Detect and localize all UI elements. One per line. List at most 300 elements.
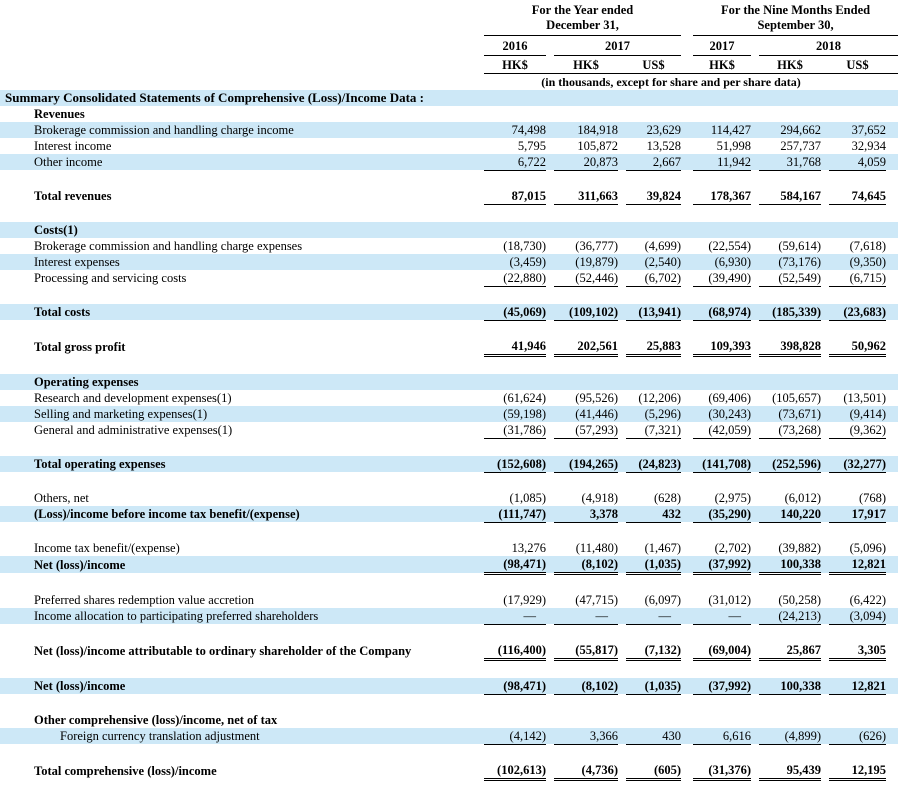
right-pad	[886, 390, 898, 406]
spacer-cell	[0, 170, 898, 188]
cell-value: 311,663	[554, 188, 618, 205]
cell-value	[829, 222, 886, 238]
row-label: Foreign currency translation adjustment	[60, 729, 260, 743]
cell-value: 50,962	[829, 338, 886, 356]
column-gap	[681, 154, 693, 171]
cell-value: (1,085)	[509, 490, 546, 505]
cell-value: (252,596)	[759, 456, 821, 473]
period-line: September 30,	[757, 18, 834, 32]
spacer-row	[0, 320, 898, 338]
cell-value: 32,934	[851, 138, 887, 153]
cell-value: (2,702)	[714, 540, 752, 555]
header-gap	[821, 56, 829, 74]
cell-value: 100,338	[759, 556, 821, 574]
column-gap	[681, 390, 693, 406]
cell-value: 37,652	[851, 122, 887, 137]
cell-value: (105,657)	[772, 390, 822, 405]
period-line: For the Year ended	[531, 3, 634, 17]
column-gap	[821, 506, 829, 523]
column-gap	[751, 406, 759, 422]
cell-value: —	[626, 608, 681, 625]
column-gap	[681, 188, 693, 205]
cell-value: (9,350)	[849, 254, 887, 269]
cell-value: 430	[626, 728, 681, 745]
column-gap	[821, 540, 829, 556]
year-2018: 2018	[759, 36, 898, 56]
cell-value: (36,777)	[575, 238, 618, 253]
column-gap	[546, 254, 554, 270]
column-gap	[751, 608, 759, 625]
column-gap	[681, 406, 693, 422]
cell-value: (39,882)	[778, 540, 822, 555]
column-gap	[821, 712, 829, 728]
cell-value: (2,540)	[644, 254, 682, 269]
cell-value: (41,446)	[575, 406, 618, 421]
column-gap	[618, 254, 626, 270]
column-gap	[821, 374, 829, 390]
cell-value	[554, 106, 618, 122]
cell-value: (605)	[626, 762, 681, 780]
cell-value: (7,618)	[849, 238, 887, 253]
column-gap	[681, 422, 693, 439]
row-label: Processing and servicing costs	[34, 271, 187, 285]
row-label: Brokerage commission and handling charge expenses	[34, 238, 303, 253]
cell-value: (18,730)	[503, 238, 546, 253]
cell-value: (52,446)	[554, 270, 618, 287]
cell-value	[626, 106, 681, 122]
column-gap	[821, 138, 829, 154]
title-row	[0, 90, 898, 106]
cell-value: 39,824	[626, 188, 681, 205]
cell-value: (73,268)	[759, 422, 821, 439]
cell-value: (626)	[829, 728, 886, 745]
row-label: Net (loss)/income attributable to ordinary shareholder of the Company	[34, 644, 412, 658]
cell-value	[829, 374, 886, 390]
column-gap	[751, 762, 759, 780]
column-gap	[751, 138, 759, 154]
spacer-row	[0, 204, 898, 222]
column-gap	[751, 222, 759, 238]
cell-value: (95,526)	[575, 390, 618, 405]
header-gap	[681, 36, 693, 56]
cell-value: (102,613)	[484, 762, 546, 780]
column-gap	[751, 712, 759, 728]
right-pad	[886, 338, 898, 356]
cell-value: 87,015	[484, 188, 546, 205]
column-gap	[618, 90, 626, 106]
cell-value: (98,471)	[484, 678, 546, 695]
cell-value: (6,097)	[644, 592, 682, 607]
header-spacer	[0, 36, 484, 56]
row-label: Selling and marketing expenses(1)	[34, 406, 208, 421]
column-gap	[618, 642, 626, 660]
spacer-cell	[0, 659, 898, 678]
cell-value: (17,929)	[503, 592, 546, 607]
row-label: Summary Consolidated Statements of Comprehensive (Loss)/Income Data :	[5, 89, 424, 105]
spacer-cell	[0, 286, 898, 304]
column-gap	[618, 188, 626, 205]
cell-value	[554, 374, 618, 390]
cell-value: (59,614)	[778, 238, 822, 253]
column-gap	[546, 188, 554, 205]
cell-value: (141,708)	[693, 456, 751, 473]
column-gap	[546, 712, 554, 728]
table-body	[0, 90, 898, 780]
row-label: Interest expenses	[34, 254, 120, 269]
cell-value: 17,917	[829, 506, 886, 523]
column-gap	[681, 678, 693, 695]
column-gap	[821, 338, 829, 356]
spacer-row	[0, 355, 898, 374]
cell-value	[693, 712, 751, 728]
column-gap	[751, 106, 759, 122]
cell-value	[484, 374, 546, 390]
column-gap	[618, 390, 626, 406]
cell-value: (4,899)	[759, 728, 821, 745]
cell-value: 25,867	[759, 642, 821, 660]
column-gap	[821, 406, 829, 422]
right-pad	[886, 490, 898, 506]
cell-value: (3,459)	[509, 254, 546, 269]
column-gap	[546, 122, 554, 138]
header-gap	[751, 56, 759, 74]
column-gap	[618, 456, 626, 473]
cell-value	[693, 106, 751, 122]
row-label: Operating expenses	[34, 374, 139, 389]
cell-value: (12,206)	[638, 390, 682, 405]
right-pad	[886, 254, 898, 270]
table-row	[0, 390, 898, 406]
column-gap	[618, 406, 626, 422]
column-gap	[546, 304, 554, 321]
cell-value: (6,930)	[714, 254, 752, 269]
cell-value: (45,069)	[484, 304, 546, 321]
spacer-row	[0, 438, 898, 456]
header-gap	[681, 3, 693, 36]
header-gap	[546, 36, 554, 56]
row-label: Other comprehensive (loss)/income, net of tax	[34, 712, 278, 727]
table-row	[0, 456, 898, 473]
cell-value: (31,012)	[708, 592, 752, 607]
cell-value: —	[554, 608, 618, 625]
right-pad	[886, 270, 898, 287]
column-gap	[618, 270, 626, 287]
column-gap	[681, 490, 693, 506]
cell-value: 6,722	[484, 154, 546, 171]
header-spacer	[0, 56, 484, 74]
right-pad	[886, 222, 898, 238]
spacer-row	[0, 286, 898, 304]
column-gap	[751, 540, 759, 556]
cell-value: 5,795	[517, 138, 546, 153]
spacer-row	[0, 659, 898, 678]
cell-value: (109,102)	[554, 304, 618, 321]
column-gap	[618, 422, 626, 439]
spacer-cell	[0, 438, 898, 456]
column-gap	[618, 506, 626, 523]
units-note-row	[0, 74, 898, 90]
column-gap	[618, 122, 626, 138]
cell-value: 178,367	[693, 188, 751, 205]
year-2016: 2016	[484, 36, 546, 56]
column-gap	[681, 222, 693, 238]
cell-value: 2,667	[626, 154, 681, 171]
column-gap	[751, 304, 759, 321]
column-gap	[546, 106, 554, 122]
cell-value: 105,872	[577, 138, 618, 153]
year-2017-nine-months: 2017	[693, 36, 751, 56]
column-gap	[821, 762, 829, 780]
cell-value: 432	[626, 506, 681, 523]
cell-value: (22,880)	[484, 270, 546, 287]
column-gap	[546, 728, 554, 745]
row-label: (Loss)/income before income tax benefit/(expense)	[34, 507, 300, 521]
row-label: Income allocation to participating preferred shareholders	[34, 609, 319, 623]
row-label: Total costs	[34, 305, 91, 319]
cell-value: (4,918)	[581, 490, 618, 505]
cell-value: (59,198)	[503, 406, 546, 421]
header-spacer	[0, 74, 484, 90]
right-pad	[886, 122, 898, 138]
currency-label: HK$	[554, 56, 618, 74]
column-gap	[546, 422, 554, 439]
column-gap	[618, 374, 626, 390]
table-row	[0, 270, 898, 287]
cell-value: (7,321)	[626, 422, 681, 439]
right-pad	[886, 106, 898, 122]
spacer-row	[0, 573, 898, 592]
cell-value: (61,624)	[503, 390, 546, 405]
row-label: Others, net	[34, 490, 89, 505]
column-gap	[546, 762, 554, 780]
column-gap	[546, 506, 554, 523]
cell-value: (6,422)	[849, 592, 887, 607]
cell-value: 140,220	[759, 506, 821, 523]
column-gap	[546, 222, 554, 238]
cell-value: 12,821	[829, 678, 886, 695]
cell-value: (13,941)	[626, 304, 681, 321]
cell-value: (69,004)	[693, 642, 751, 660]
cell-value: (55,817)	[554, 642, 618, 660]
table-row	[0, 154, 898, 171]
currency-header-row	[0, 56, 898, 74]
column-gap	[546, 406, 554, 422]
cell-value	[626, 712, 681, 728]
column-gap	[618, 712, 626, 728]
table-row	[0, 592, 898, 608]
column-gap	[751, 556, 759, 574]
cell-value: 257,737	[780, 138, 822, 153]
column-gap	[821, 678, 829, 695]
cell-value	[829, 90, 886, 106]
column-gap	[546, 592, 554, 608]
table-row	[0, 608, 898, 625]
right-pad	[886, 728, 898, 745]
cell-value: (30,243)	[708, 406, 752, 421]
cell-value: 114,427	[710, 122, 752, 137]
column-gap	[618, 728, 626, 745]
right-pad	[886, 406, 898, 422]
currency-label: HK$	[759, 56, 821, 74]
column-gap	[681, 138, 693, 154]
currency-label: HK$	[693, 56, 751, 74]
column-gap	[618, 556, 626, 574]
period-header-row	[0, 3, 898, 36]
column-gap	[751, 456, 759, 473]
spacer-cell	[0, 624, 898, 642]
cell-value: (35,290)	[693, 506, 751, 523]
cell-value	[484, 90, 546, 106]
cell-value: (32,277)	[829, 456, 886, 473]
column-gap	[821, 592, 829, 608]
spacer-cell	[0, 744, 898, 762]
cell-value: —	[484, 608, 546, 625]
row-label: Costs(1)	[34, 222, 78, 237]
column-gap	[821, 106, 829, 122]
cell-value: (111,747)	[484, 506, 546, 523]
cell-value: (11,480)	[575, 540, 618, 555]
cell-value: (6,702)	[626, 270, 681, 287]
cell-value: 41,946	[484, 338, 546, 356]
cell-value	[626, 90, 681, 106]
column-gap	[821, 422, 829, 439]
row-label: Research and development expenses(1)	[34, 390, 232, 405]
column-gap	[618, 238, 626, 254]
cell-value: (1,467)	[644, 540, 682, 555]
column-gap	[618, 154, 626, 171]
cell-value: (8,102)	[554, 678, 618, 695]
cell-value: 13,276	[511, 540, 546, 555]
cell-value	[759, 106, 821, 122]
column-gap	[681, 456, 693, 473]
column-gap	[681, 254, 693, 270]
spacer-cell	[0, 573, 898, 592]
right-pad	[886, 138, 898, 154]
right-pad	[886, 90, 898, 106]
cell-value: (6,012)	[784, 490, 822, 505]
cell-value	[554, 90, 618, 106]
cell-value	[484, 106, 546, 122]
financial-statements-table	[0, 3, 898, 781]
cell-value: 184,918	[577, 122, 618, 137]
table-row	[0, 106, 898, 122]
column-gap	[821, 556, 829, 574]
column-gap	[751, 90, 759, 106]
column-gap	[681, 238, 693, 254]
column-gap	[618, 490, 626, 506]
table-row	[0, 222, 898, 238]
cell-value: (24,213)	[759, 608, 821, 625]
cell-value: (42,059)	[693, 422, 751, 439]
column-gap	[546, 540, 554, 556]
cell-value: 51,998	[716, 138, 752, 153]
right-pad	[886, 422, 898, 439]
column-gap	[546, 374, 554, 390]
column-gap	[681, 728, 693, 745]
cell-value: —	[693, 608, 751, 625]
column-gap	[751, 642, 759, 660]
column-gap	[821, 390, 829, 406]
column-gap	[821, 222, 829, 238]
cell-value: (4,736)	[554, 762, 618, 780]
column-gap	[751, 270, 759, 287]
column-gap	[618, 106, 626, 122]
table-row	[0, 122, 898, 138]
cell-value: 398,828	[759, 338, 821, 356]
right-pad	[886, 592, 898, 608]
cell-value: (9,362)	[829, 422, 886, 439]
column-gap	[681, 540, 693, 556]
column-gap	[681, 712, 693, 728]
cell-value: 12,821	[829, 556, 886, 574]
cell-value: 6,616	[693, 728, 751, 745]
period-group-nine-months	[693, 3, 898, 36]
row-label: Brokerage commission and handling charge income	[34, 122, 294, 137]
column-gap	[821, 608, 829, 625]
column-gap	[751, 188, 759, 205]
column-gap	[681, 592, 693, 608]
row-label: Net (loss)/income	[34, 679, 126, 693]
column-gap	[681, 642, 693, 660]
column-gap	[618, 592, 626, 608]
year-2017: 2017	[554, 36, 681, 56]
cell-value	[759, 90, 821, 106]
column-gap	[618, 608, 626, 625]
table-row	[0, 238, 898, 254]
header-spacer	[0, 3, 484, 36]
column-gap	[681, 90, 693, 106]
header-gap	[618, 56, 626, 74]
column-gap	[821, 490, 829, 506]
column-gap	[821, 188, 829, 205]
cell-value: (116,400)	[484, 642, 546, 660]
cell-value: (23,683)	[829, 304, 886, 321]
cell-value: (13,501)	[843, 390, 887, 405]
column-gap	[546, 608, 554, 625]
cell-value: (31,786)	[484, 422, 546, 439]
cell-value: 109,393	[693, 338, 751, 356]
year-header-row	[0, 36, 898, 56]
cell-value: 25,883	[626, 338, 681, 356]
cell-value: (73,176)	[778, 254, 822, 269]
column-gap	[681, 122, 693, 138]
right-pad	[886, 304, 898, 321]
table-row	[0, 406, 898, 422]
right-pad	[886, 238, 898, 254]
table-row	[0, 762, 898, 780]
cell-value	[484, 222, 546, 238]
cell-value: 3,305	[829, 642, 886, 660]
cell-value: (19,879)	[575, 254, 618, 269]
spacer-row	[0, 744, 898, 762]
right-pad	[886, 762, 898, 780]
column-gap	[751, 422, 759, 439]
table-row	[0, 490, 898, 506]
column-gap	[681, 762, 693, 780]
spacer-cell	[0, 472, 898, 490]
column-gap	[618, 540, 626, 556]
cell-value: (5,096)	[849, 540, 887, 555]
cell-value: 23,629	[646, 122, 682, 137]
column-gap	[618, 678, 626, 695]
column-gap	[546, 138, 554, 154]
table-row	[0, 728, 898, 745]
row-label: Total gross profit	[34, 340, 126, 354]
table-row	[0, 304, 898, 321]
right-pad	[886, 556, 898, 574]
cell-value: (7,132)	[626, 642, 681, 660]
cell-value: (37,992)	[693, 678, 751, 695]
